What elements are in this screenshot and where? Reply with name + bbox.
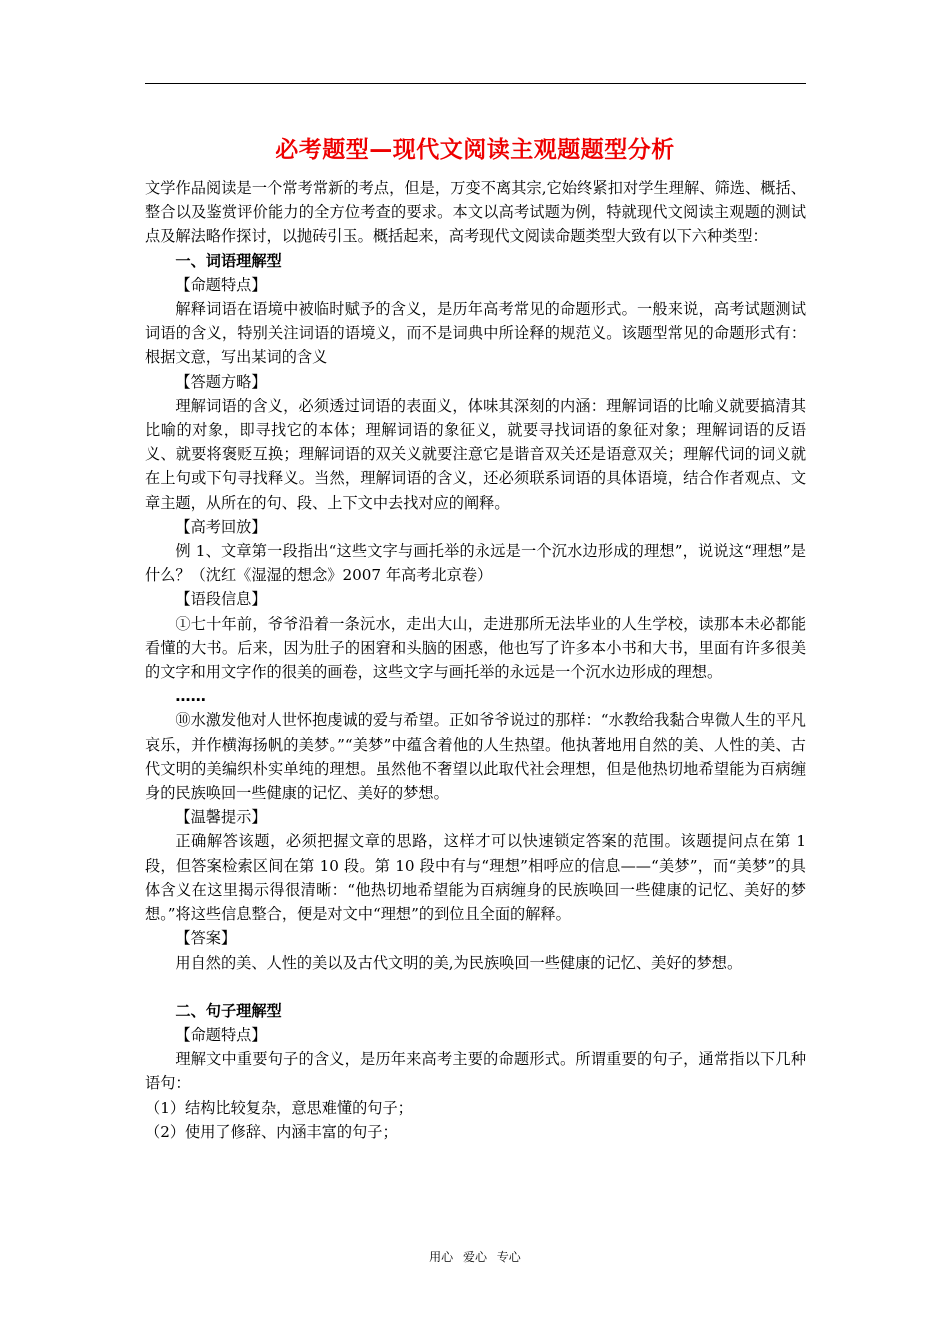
paragraph: 解释词语在语境中被临时赋予的含义，是历年高考常见的命题形式。一般来说，高考试题测试词语的含义，特别关注词语的语境义，而不是词典中所诠释的规范义。该题型常见的命题形式有：根据文意，写出某词的含义 <box>145 300 806 367</box>
ellipsis: …… <box>175 687 206 706</box>
list-item: （1）结构比较复杂，意思难懂的句子； <box>145 1098 413 1117</box>
answer-paragraph: 用自然的美、人性的美以及古代文明的美,为民族唤回一些健康的记忆、美好的梦想。 <box>175 953 743 972</box>
page-footer: 用心 爱心 专心 <box>429 1250 521 1264</box>
paragraph: 理解词语的含义，必须透过词语的表面义，体味其深刻的内涵：理解词语的比喻义就要搞清其比喻的对象，即寻找它的本体；理解词语的象征义，就要寻找词语的象征对象；理解词语的反语义、就要将褒贬互换；理解词语的双关义就要注意它是谐音双关还是语意双关；理解代词的词义就在上句或下句寻找释义。当然，理解词语的含义，还必须联系词语的具体语境，结合作者观点、文章主题，从所在的句、段、上下文中去找对应的阐释。 <box>145 396 806 512</box>
header-rule <box>145 83 806 84</box>
paragraph: ①七十年前，爷爷沿着一条沅水，走出大山，走进那所无法毕业的人生学校，读那本未必都能看懂的大书。后来，因为肚子的困窘和头脑的困惑，他也写了许多本小书和大书，里面有许多很美的文字和用文字作的很美的画卷，这些文字与画托举的永远是一个沉水边形成的理想。 <box>145 614 806 682</box>
paragraph: 正确解答该题，必须把握文章的思路，这样才可以快速锁定答案的范围。该题提问点在第 1 段，但答案检索区间在第 10 段。第 10 段中有与“理想”相呼应的信息——“美梦”，而“美梦”的具体含义在这里揭示得很清晰：“他热切地希望能为百病缠身的民族唤回一些健康的记忆、美好的梦想。”将这些信息整合，便是对文中“理想”的到位且全面的解释。 <box>145 832 806 924</box>
paragraph: ⑩水激发他对人世怀抱虔诚的爱与希望。正如爷爷说过的那样：“水教给我黏合卑微人生的平凡哀乐，并作横海扬帆的美梦。”“美梦”中蕴含着他的人生热望。他执著地用自然的美、人性的美、古代文明的美编织朴实单纯的理想。虽然他不奢望以此取代社会理想，但是他热切地希望能为百病缠身的民族唤回一些健康的记忆、美好的梦想。 <box>145 711 806 803</box>
bracket-tag: 【答题方略】 <box>175 372 267 391</box>
bracket-tag: 【语段信息】 <box>175 590 267 609</box>
section-heading: 二、句子理解型 <box>175 1001 282 1020</box>
paragraph: 理解文中重要句子的含义，是历年来高考主要的命题形式。所谓重要的句子，通常指以下几种语句： <box>145 1050 806 1093</box>
section-heading: 一、词语理解型 <box>175 251 282 270</box>
intro-paragraph: 文学作品阅读是一个常考常新的考点，但是，万变不离其宗,它始终紧扣对学生理解、筛选、概括、整合以及鉴赏评价能力的全方位考查的要求。本文以高考试题为例，特就现代文阅读主观题的测试点及解法略作探讨，以抛砖引玉。概括起来，高考现代文阅读命题类型大致有以下六种类型： <box>145 179 806 246</box>
bracket-tag: 【高考回放】 <box>175 517 267 536</box>
document-body <box>145 176 806 1144</box>
page-title: 必考题型—现代文阅读主观题题型分析 <box>275 137 675 163</box>
bracket-tag: 【命题特点】 <box>175 1025 267 1044</box>
bracket-tag: 【温馨提示】 <box>175 808 267 827</box>
bracket-tag: 【答案】 <box>175 929 237 948</box>
bracket-tag: 【命题特点】 <box>175 275 267 294</box>
paragraph: 例 1、文章第一段指出“这些文字与画托举的永远是一个沉水边形成的理想”，说说这“理想”是什么？（沈红《湿湿的想念》2007 年高考北京卷） <box>145 542 806 585</box>
list-item: （2）使用了修辞、内涵丰富的句子； <box>145 1122 398 1141</box>
spacer <box>145 975 806 999</box>
